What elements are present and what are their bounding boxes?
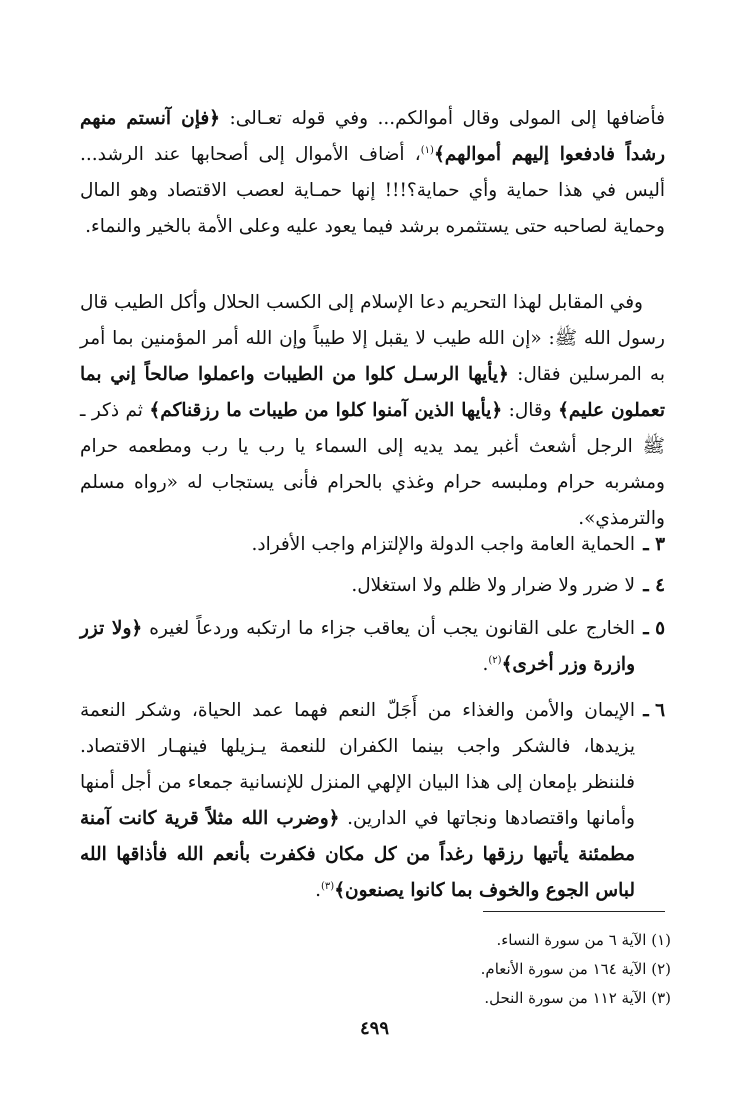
footnote-divider [483, 911, 665, 912]
list-number-4: ٤ ـ [643, 575, 665, 596]
paragraph-1-text-b: ، أضاف الأموال إلى أصحابها عند الرشد... أليس في هذا حماية وأي حماية؟!!! إنها حمـاية لعصب الاقتصاد وهو المال وحماية لصاحبه حتى يستثمره برشد فيما يعود عليه وعلى الأمة بالخير والنماء. [80, 144, 665, 237]
list-item-3 [80, 527, 665, 563]
footnote-3: (٣) الآية ١١٢ من سورة النحل. [484, 989, 671, 1007]
paragraph-2-text-b: وقال: [502, 400, 559, 421]
list-number-5: ٥ ـ [643, 618, 665, 639]
list-item-3-text: الحماية العامة واجب الدولة والإلتزام واجب الأفراد. [251, 534, 635, 555]
paragraph-2-text-a: وفي المقابل لهذا التحريم دعا الإسلام إلى الكسب الحلال وأكل الطيب قال رسول الله ﷺ: «إن الله طيب لا يقبل إلا طيباً وإن الله أمر المؤمنين بما أمر به المرسلين فقال: [80, 292, 665, 385]
list-item-6-body [80, 693, 635, 909]
paragraph-2-text-c: ثم ذكر ـ ﷺ الرجل أشعث أغبر يمد يديه إلى السماء يا رب يا رب ومطعمه حرام ومشربه حرام وملبسه حرام وغذي بالحرام فأنى يستجاب له «رواه مسلم والترمذي». [80, 400, 665, 529]
list-item-4-text: لا ضرر ولا ضرار ولا ظلم ولا استغلال. [351, 575, 635, 596]
footnote-ref-2: (٢) [488, 654, 502, 666]
paragraph-1-text-a: فأضافها إلى المولى وقال أموالكم... وفي قوله تعـالى: [220, 108, 665, 129]
list-number-6: ٦ ـ [643, 700, 665, 721]
list-item-6-text: الإيمان والأمن والغذاء من أَجَلّ النعم فهما عمد الحياة، وشكر النعمة يزيدها، فالشكر واجب بينما الكفران للنعمة يـزيلها فينهـار الاقتصاد. [80, 700, 635, 757]
quran-quote-6-164: ﴿ولا تزر وازرة وزر أخرى﴾ [80, 618, 635, 675]
list-item-5-text: الخارج على القانون يجب أن يعاقب جزاء ما ارتكبه وردعاً لغيره [142, 618, 635, 639]
paragraph-1 [80, 101, 665, 245]
list-item-5-body [80, 611, 635, 683]
quran-quote-23-51: ﴿يأيها الرسـل كلوا من الطيبات واعملوا صالحاً إني بما تعملون عليم﴾ [80, 364, 665, 421]
footnotes [411, 926, 671, 1013]
quran-quote-16-112: ﴿وضرب الله مثلاً قرية كانت آمنة مطمئنة يأتيها رزقها رغداً من كل مكان فكفرت بأنعم الله فأذاقها الله لباس الجوع والخوف بما كانوا يصنعون﴾ [80, 808, 635, 901]
page-number: ٤٩٩ [359, 1018, 389, 1039]
list-item-4 [80, 568, 665, 604]
footnote-ref-1: (١) [420, 144, 434, 156]
list-number-3: ٣ ـ [643, 534, 665, 555]
list-item-6-text-b: فلننظر بإمعان إلى هذا البيان الإلهي المنزل للإنسانية جمعاء من أجل أمنها وأمانها واقتصادها ونجاتها في الدارين. [80, 772, 635, 829]
list-item-5-end: . [482, 654, 489, 675]
paragraph-2 [80, 285, 665, 537]
footnote-2: (٢) الآية ١٦٤ من سورة الأنعام. [480, 960, 671, 978]
quran-quote-4-6: ﴿فإن آنستم منهم رشداً فادفعوا إليهم أموالهم﴾ [80, 108, 666, 165]
quran-quote-2-172: ﴿يأيها الذين آمنوا كلوا من طيبات ما رزقناكم﴾ [149, 400, 503, 421]
list-item-6-end: . [315, 880, 322, 901]
footnote-ref-3: (٣) [321, 880, 335, 892]
footnote-1: (١) الآية ٦ من سورة النساء. [496, 931, 671, 949]
list-item-6 [80, 693, 665, 909]
list-item-5 [80, 611, 665, 683]
